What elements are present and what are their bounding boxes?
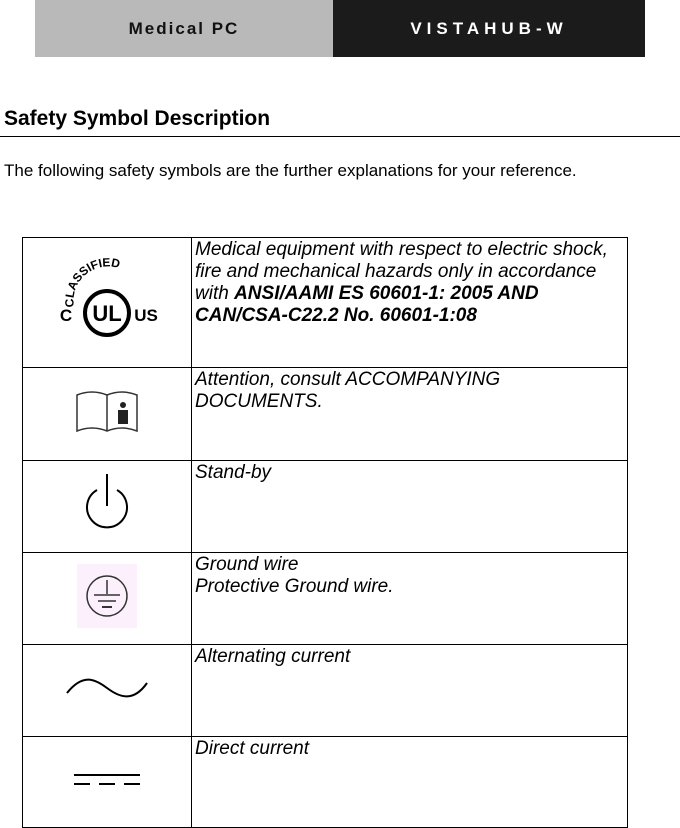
table-row: [23, 737, 628, 828]
svg-text:US: US: [134, 306, 158, 325]
symbol-cell: [23, 737, 192, 828]
symbol-cell: [23, 368, 192, 461]
symbol-cell: [23, 461, 192, 553]
section-title: Safety Symbol Description: [4, 107, 271, 130]
direct-current-icon: [72, 770, 142, 790]
symbol-description: Stand-by: [192, 461, 628, 553]
svg-text:CLASSIFIED: CLASSIFIED: [62, 255, 122, 308]
symbol-description: Ground wire Protective Ground wire.: [192, 553, 628, 645]
svg-text:UL: UL: [92, 301, 122, 326]
symbol-cell: [23, 238, 192, 368]
table-row: [23, 553, 628, 645]
table-row: [23, 368, 628, 461]
protective-ground-icon: [77, 564, 137, 628]
table-row: [23, 461, 628, 553]
header-tab-medical-pc: Medical PC: [35, 0, 333, 57]
symbol-description: Medical equipment with respect to electric shock, fire and mechanical hazards only in accordance with ANSI/AAMI ES 60601-1: 2005 AND CAN/CSA-C22.2 No. 60601-1:08: [192, 238, 628, 368]
intro-text: The following safety symbols are the further explanations for your reference.: [4, 161, 577, 180]
symbol-cell: [23, 553, 192, 645]
svg-text:C: C: [59, 306, 73, 325]
symbol-description: Attention, consult ACCOMPANYING DOCUMENTS.: [192, 368, 628, 461]
safety-symbol-table: [22, 237, 628, 828]
standby-icon: [77, 472, 137, 536]
ul-classified-icon: [52, 255, 162, 345]
symbol-cell: [23, 645, 192, 737]
title-rule: [0, 136, 680, 137]
alternating-current-icon: [65, 673, 149, 703]
header-tab-model: VISTAHUB-W: [333, 0, 645, 57]
symbol-description: Alternating current: [192, 645, 628, 737]
consult-documents-icon: [72, 387, 142, 437]
table-row: [23, 238, 628, 368]
table-row: [23, 645, 628, 737]
symbol-description: Direct current: [192, 737, 628, 828]
